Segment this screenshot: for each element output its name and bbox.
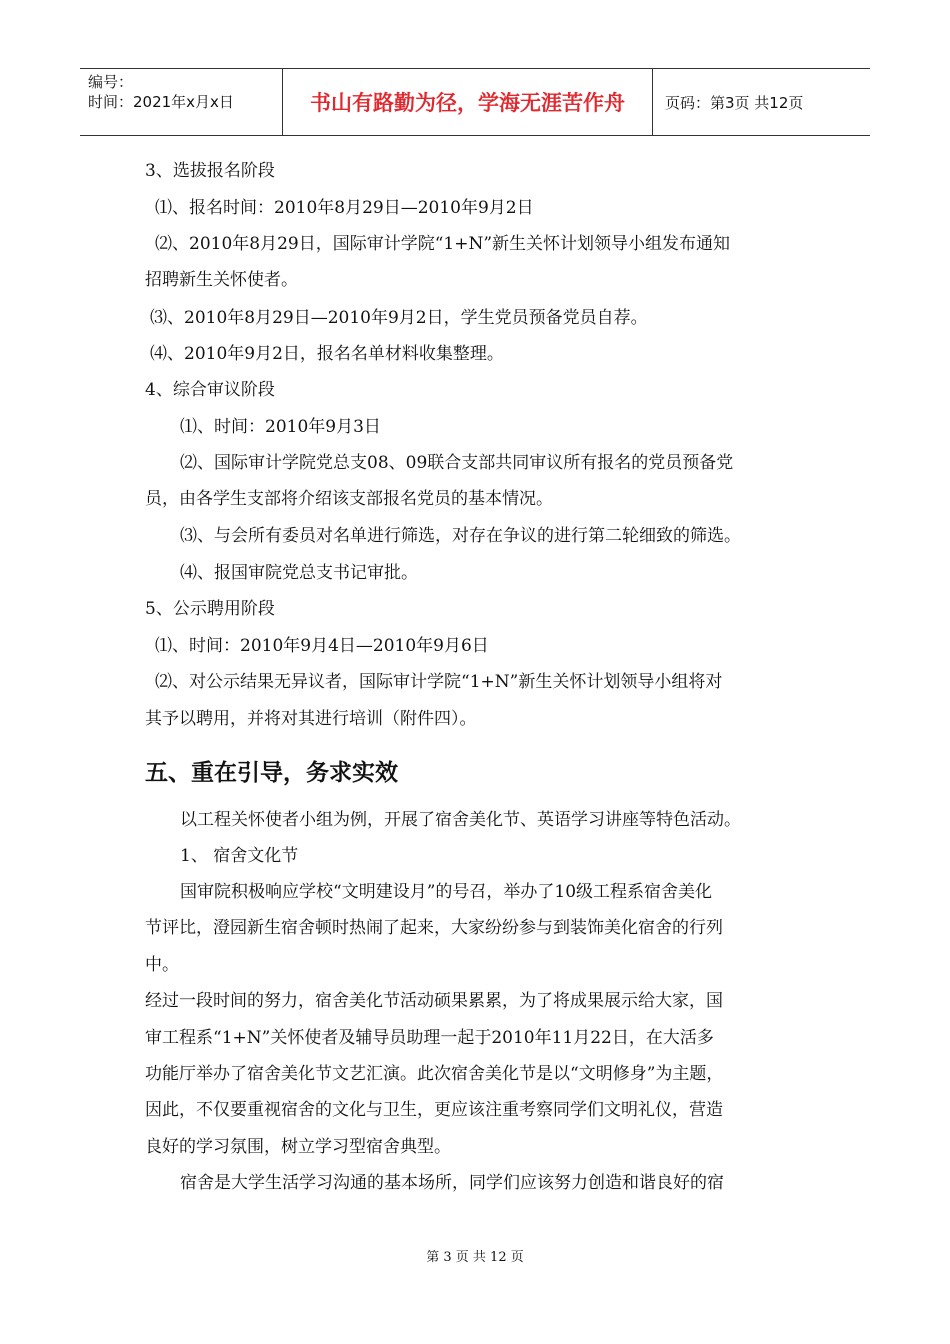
- number-label: 编号：: [88, 73, 134, 91]
- paragraph-line: 以工程关怀使者小组为例，开展了宿舍美化节、英语学习讲座等特色活动。: [180, 810, 741, 830]
- section-title: 五、重在引导，务求实效: [145, 760, 398, 786]
- paragraph-line: 因此，不仅要重视宿舍的文化与卫生，更应该注重考察同学们文明礼仪，营造: [145, 1100, 723, 1120]
- motto: 书山有路勤为径，学海无涯苦作舟: [283, 69, 653, 135]
- paragraph-line: 经过一段时间的努力，宿舍美化节活动硕果累累，为了将成果展示给大家，国: [145, 991, 723, 1011]
- paragraph-line: 3、选拔报名阶段: [145, 161, 275, 181]
- paragraph-line: 审工程系“1+N”关怀使者及辅导员助理一起于2010年11月22日，在大活多: [145, 1028, 714, 1048]
- paragraph-line: ⑴、报名时间：2010年8月29日—2010年9月2日: [155, 198, 534, 218]
- paragraph-line: ⑵、对公示结果无异议者，国际审计学院“1+N”新生关怀计划领导小组将对: [155, 672, 723, 692]
- paragraph-line: 功能厅举办了宿舍美化节文艺汇演。此次宿舍美化节是以“文明修身”为主题，: [145, 1064, 724, 1084]
- paragraph-line: 招聘新生关怀使者。: [145, 270, 298, 290]
- paragraph-line: 良好的学习氛围，树立学习型宿舍典型。: [145, 1137, 451, 1157]
- paragraph-line: 5、公示聘用阶段: [145, 599, 275, 619]
- paragraph-line: 4、综合审议阶段: [145, 380, 275, 400]
- header-table: [80, 68, 870, 136]
- paragraph-line: 宿舍是大学生活学习沟通的基本场所，同学们应该努力创造和谐良好的宿: [180, 1173, 724, 1193]
- paragraph-line: 1、 宿舍文化节: [180, 846, 299, 866]
- paragraph-line: 其予以聘用，并将对其进行培训（附件四）。: [145, 709, 477, 729]
- header-left-cell: [80, 69, 283, 135]
- paragraph-line: ⑶、2010年8月29日—2010年9月2日，学生党员预备党员自荐。: [150, 308, 648, 328]
- paragraph-line: ⑵、2010年8月29日，国际审计学院“1+N”新生关怀计划领导小组发布通知: [155, 234, 731, 254]
- paragraph-line: ⑷、2010年9月2日，报名名单材料收集整理。: [150, 344, 504, 364]
- paragraph-line: ⑷、报国审院党总支书记审批。: [180, 563, 418, 583]
- page-footer: 第 3 页 共 12 页: [426, 1250, 524, 1265]
- paragraph-line: ⑶、与会所有委员对名单进行筛选，对存在争议的进行第二轮细致的筛选。: [180, 526, 741, 546]
- page-label: 页码：第3页 共12页: [665, 93, 804, 112]
- paragraph-line: ⑵、国际审计学院党总支08、09联合支部共同审议所有报名的党员预备党: [180, 453, 734, 473]
- paragraph-line: ⑴、时间：2010年9月4日—2010年9月6日: [155, 636, 489, 656]
- paragraph-line: ⑴、时间：2010年9月3日: [180, 417, 381, 437]
- paragraph-line: 员，由各学生支部将介绍该支部报名党员的基本情况。: [145, 489, 553, 509]
- time-label: 时间：2021年x月x日: [88, 93, 234, 111]
- paragraph-line: 节评比，澄园新生宿舍顿时热闹了起来，大家纷纷参与到装饰美化宿舍的行列: [145, 918, 723, 938]
- paragraph-line: 国审院积极响应学校“文明建设月”的号召，举办了10级工程系宿舍美化: [180, 882, 713, 902]
- paragraph-line: 中。: [145, 955, 179, 975]
